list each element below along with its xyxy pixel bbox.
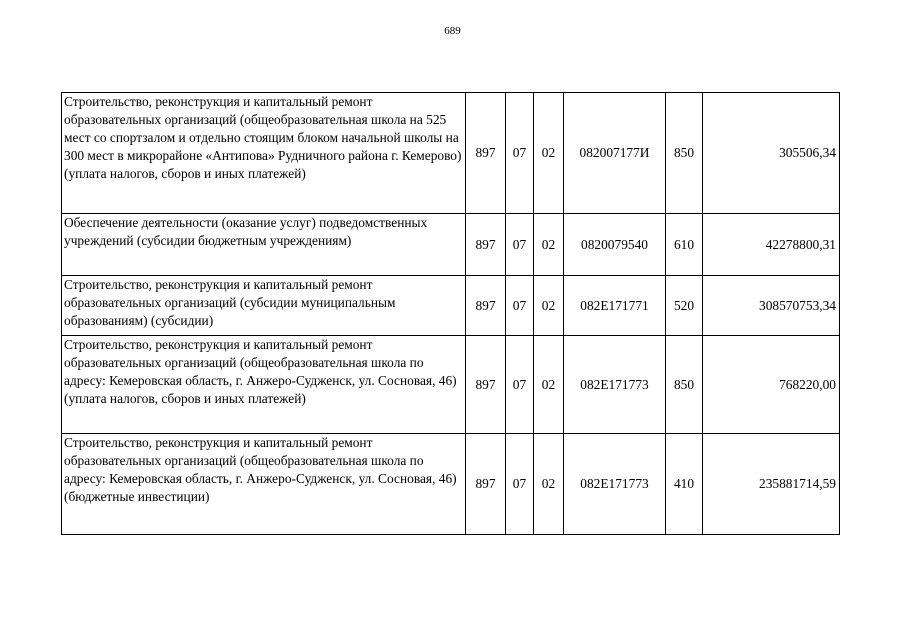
section-code: 07 <box>506 276 534 336</box>
expense-type-code: 410 <box>666 434 703 535</box>
subsection-code: 02 <box>534 276 564 336</box>
section-code: 07 <box>506 434 534 535</box>
ministry-code: 897 <box>466 336 506 434</box>
ministry-code: 897 <box>466 276 506 336</box>
ministry-code: 897 <box>466 93 506 214</box>
section-code: 07 <box>506 214 534 276</box>
target-article-code: 082E171773 <box>564 336 666 434</box>
target-article-code: 082E171771 <box>564 276 666 336</box>
section-code: 07 <box>506 336 534 434</box>
subsection-code: 02 <box>534 93 564 214</box>
row-description: Строительство, реконструкция и капитальный ремонт образовательных организаций (общеобразовательная школа на 525 мест со спортзалом и отдельно стоящим блоком начальной школы на 300 мест в микрорайоне «Антипова» Рудничного района г. Кемерово) (уплата налогов, сборов и иных платежей) <box>62 93 466 214</box>
budget-table <box>61 92 840 535</box>
target-article-code: 0820079540 <box>564 214 666 276</box>
amount: 235881714,59 <box>703 434 840 535</box>
table-row <box>62 93 840 214</box>
target-article-code: 082007177И <box>564 93 666 214</box>
expense-type-code: 520 <box>666 276 703 336</box>
row-description: Строительство, реконструкция и капитальный ремонт образовательных организаций (субсидии муниципальным образованиям) (субсидии) <box>62 276 466 336</box>
expense-type-code: 850 <box>666 336 703 434</box>
table-row <box>62 434 840 535</box>
table-row <box>62 276 840 336</box>
expense-type-code: 850 <box>666 93 703 214</box>
page-number: 689 <box>444 25 461 37</box>
amount: 42278800,31 <box>703 214 840 276</box>
table-row <box>62 214 840 276</box>
expense-type-code: 610 <box>666 214 703 276</box>
subsection-code: 02 <box>534 336 564 434</box>
amount: 305506,34 <box>703 93 840 214</box>
target-article-code: 082E171773 <box>564 434 666 535</box>
table-row <box>62 336 840 434</box>
amount: 308570753,34 <box>703 276 840 336</box>
row-description: Строительство, реконструкция и капитальный ремонт образовательных организаций (общеобразовательная школа по адресу: Кемеровская область, г. Анжеро-Судженск, ул. Сосновая, 46) (бюджетные инвестиции) <box>62 434 466 535</box>
subsection-code: 02 <box>534 214 564 276</box>
row-description: Обеспечение деятельности (оказание услуг) подведомственных учреждений (субсидии бюджетным учреждениям) <box>62 214 466 276</box>
section-code: 07 <box>506 93 534 214</box>
subsection-code: 02 <box>534 434 564 535</box>
row-description: Строительство, реконструкция и капитальный ремонт образовательных организаций (общеобразовательная школа по адресу: Кемеровская область, г. Анжеро-Судженск, ул. Сосновая, 46) (уплата налогов, сборов и иных платежей) <box>62 336 466 434</box>
ministry-code: 897 <box>466 434 506 535</box>
ministry-code: 897 <box>466 214 506 276</box>
amount: 768220,00 <box>703 336 840 434</box>
